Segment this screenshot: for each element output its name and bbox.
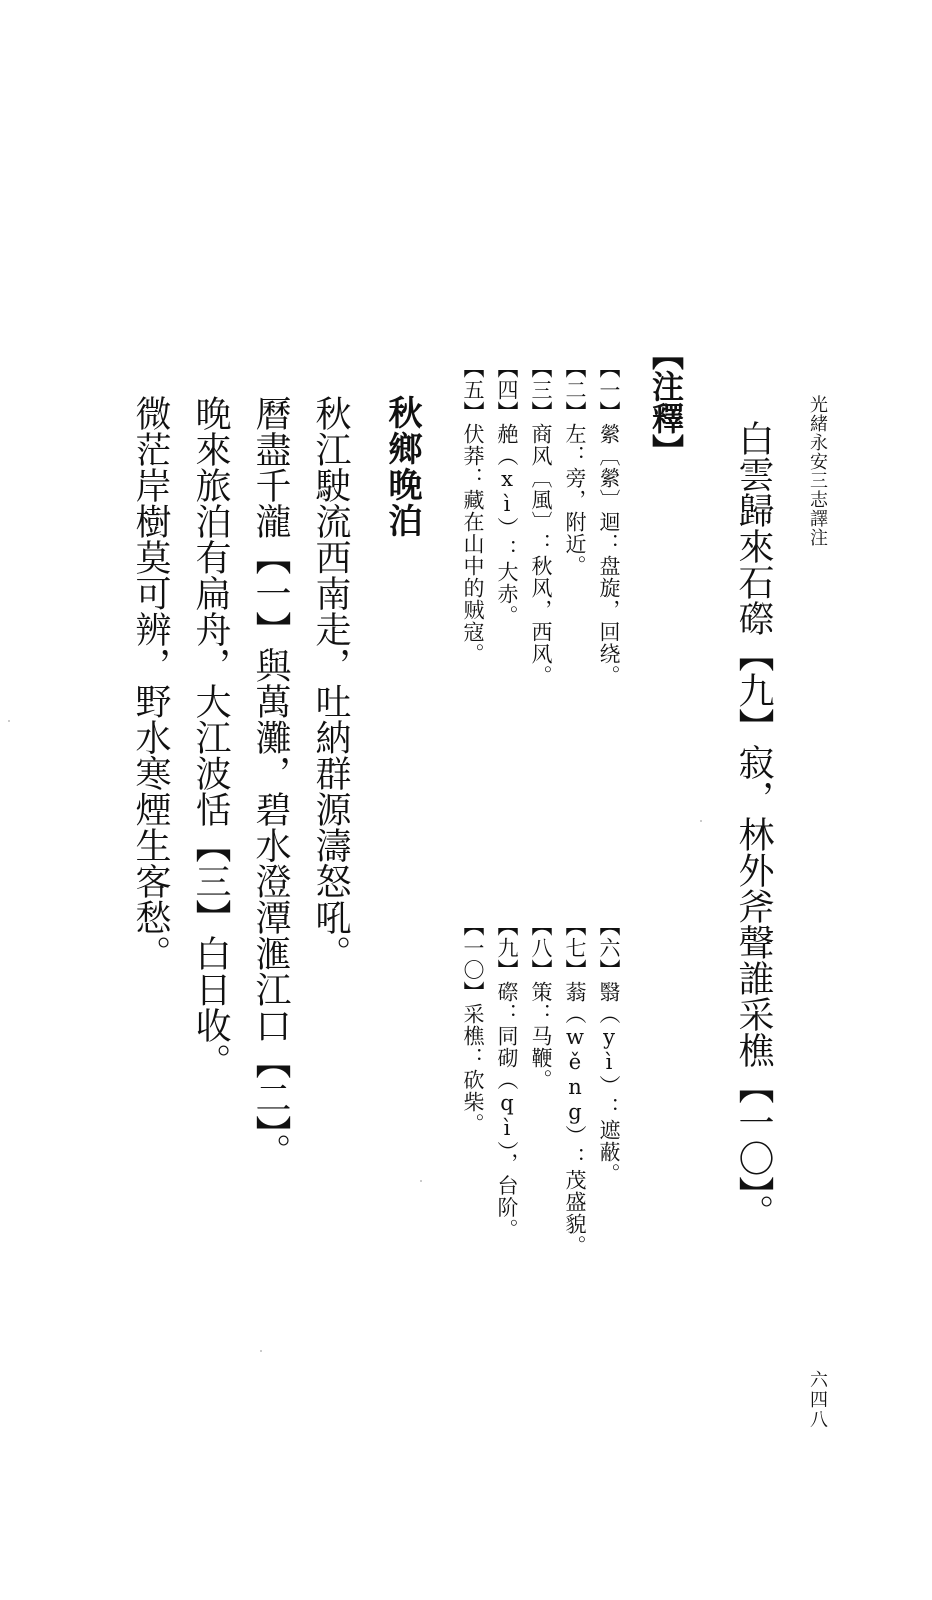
note-3: 【三】商风〔風〕：秋风，西风。 (529, 357, 553, 687)
note-5: 【五】伏莽：藏在山中的贼寇。 (461, 357, 485, 665)
poem-line-2: 曆盡千瀧【一】與萬灘，碧水澄潭滙江口【二】。 (250, 395, 291, 1169)
scan-speck (700, 820, 702, 822)
poem-line-4: 微茫岸樹莫可辨，野水寒煙生客愁。 (130, 395, 171, 971)
note-7: 【七】蓊（wěng）：茂盛貌。 (563, 915, 587, 1257)
note-1: 【一】縈〔縈〕迴：盘旋，回绕。 (597, 357, 621, 687)
poem-line-3: 晚來旅泊有扁舟，大江波恬【三】白日收。 (190, 395, 231, 1079)
scan-speck (8, 720, 10, 722)
note-6: 【六】翳（yì）：遮蔽。 (597, 915, 621, 1185)
previous-poem-line: 白雲歸來石磜【九】寂，林外斧聲誰采樵【一〇】。 (733, 420, 774, 1230)
note-8: 【八】策：马鞭。 (529, 915, 553, 1091)
note-4: 【四】赩（xì）：大赤。 (495, 357, 519, 627)
notes-heading: 【注釋】 (647, 338, 685, 466)
note-2: 【二】左：旁，附近。 (563, 357, 587, 577)
scan-speck (420, 1180, 422, 1182)
poem-line-1: 秋江駛流西南走，吐納群源濤怒吼。 (310, 395, 351, 971)
note-10: 【一〇】采樵：砍柴。 (461, 915, 485, 1135)
poem-title: 秋鄉晚泊 (382, 395, 422, 539)
scan-speck (260, 1350, 262, 1352)
page-number: 六四八 (807, 1370, 828, 1430)
running-header: 光緒永安三志譯注 (807, 395, 828, 547)
note-9: 【九】磜：同砌（qì），台阶。 (495, 915, 519, 1241)
